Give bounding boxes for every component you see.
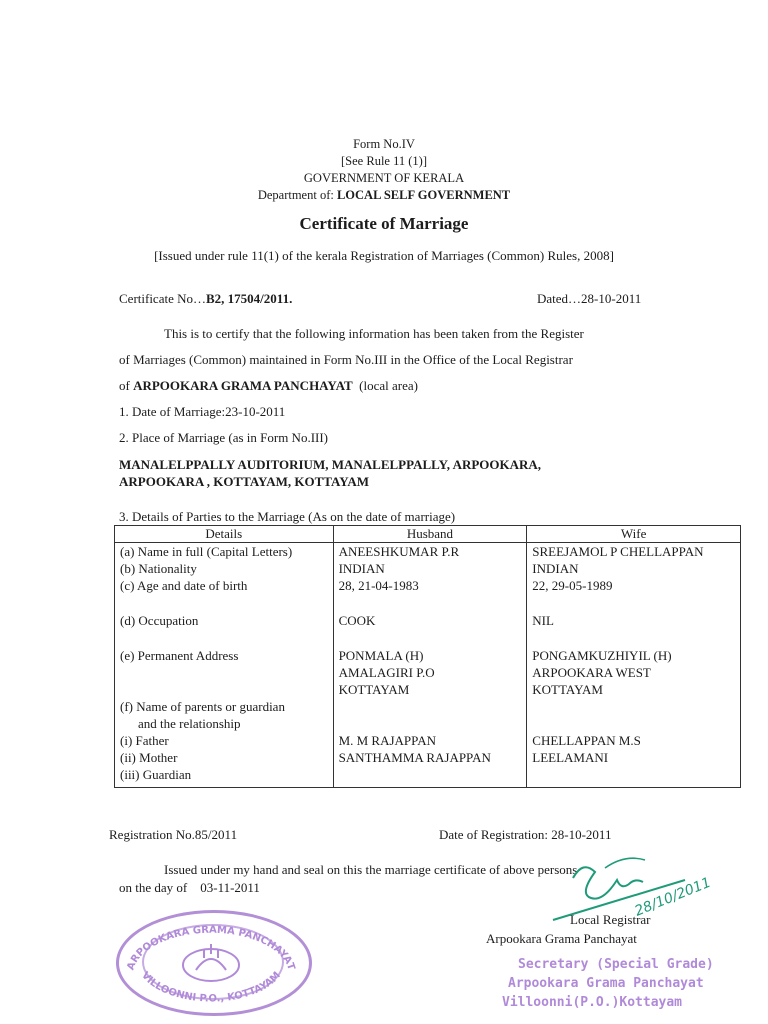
seal-emblem-icon [116,910,306,1010]
issued-under-rule: [Issued under rule 11(1) of the kerala Registration of Marriages (Common) Rules, 2008] [154,248,614,263]
parties-details-label: 3. Details of Parties to the Marriage (As on the date of marriage) [119,509,456,524]
certify-line-3-suffix: (local area) [359,378,418,393]
seal-top-text: ARPOOKARA GRAMA PANCHAYAT [125,924,297,972]
rule-reference: [See Rule 11 (1)] [341,154,427,168]
issue-day-value: 03-11-2011 [200,880,260,895]
table-row-father [115,732,741,749]
issued-under-hand-line: Issued under my hand and seal on this the marriage certificate of above persons [164,862,578,877]
registration-number: Registration No.85/2011 [109,827,238,842]
certificate-date-value: 28-10-2011 [581,291,642,306]
certify-line-2: of Marriages (Common) maintained in Form No.III in the Office of the Local Registrar [119,352,573,367]
government-name: GOVERNMENT OF KERALA [303,171,465,185]
label-guardian: (iii) Guardian [115,766,334,788]
registrar-signature [545,850,725,930]
table-row-nationality [115,560,741,577]
table-row-parents [115,698,741,732]
label-address: (e) Permanent Address [115,647,334,698]
certificate-number [119,291,292,307]
husband-address-line: PONMALA (H) [338,648,424,663]
header-husband: Husband [333,526,527,543]
table-row-guardian [115,766,741,788]
seal-bottom-text: VILLOONNI P.O., KOTTAYAM [139,970,283,1005]
husband-address-line: AMALAGIRI P.O [338,665,435,680]
department-value: LOCAL SELF GOVERNMENT [336,188,511,202]
label-parents-line-1: (f) Name of parents or guardian [120,699,285,714]
husband-address [333,647,527,698]
husband-age: 28, 21-04-1983 [333,577,527,612]
husband-father: M. M RAJAPPAN [333,732,527,749]
wife-occupation: NIL [527,612,741,647]
local-body-name: ARPOOKARA GRAMA PANCHAYAT [133,378,353,393]
label-age: (c) Age and date of birth [115,577,334,612]
label-occupation: (d) Occupation [115,612,334,647]
form-number: Form No.IV [353,137,415,151]
wife-name: SREEJAMOL P CHELLAPPAN [527,543,741,561]
wife-address-line: ARPOOKARA WEST [532,665,651,680]
place-of-marriage-line-2: ARPOOKARA , KOTTAYAM, KOTTAYAM [119,474,370,489]
place-of-marriage-label: 2. Place of Marriage (as in Form No.III) [119,430,329,445]
husband-mother: SANTHAMMA RAJAPPAN [333,749,527,766]
registrar-office: Arpookara Grama Panchayat [486,931,637,946]
label-parents-line-2: and the relationship [138,716,241,731]
table-row-address [115,647,741,698]
certificate-number-label: Certificate No… [119,291,206,306]
label-mother: (ii) Mother [115,749,334,766]
certificate-date-label: Dated… [537,291,582,306]
header-wife: Wife [527,526,741,543]
place-of-marriage-line-1: MANALELPPALLY AUDITORIUM, MANALELPPALLY, ARPOOKARA, [119,457,542,472]
certify-line-1: This is to certify that the following information has been taken from the Register [164,326,584,341]
husband-nationality: INDIAN [333,560,527,577]
husband-address-line: KOTTAYAM [338,682,410,697]
certify-line-3 [119,378,418,394]
table-row-occupation [115,612,741,647]
wife-address-line: KOTTAYAM [532,682,603,697]
wife-address [527,647,741,698]
certificate-date [537,291,641,307]
certify-line-3-prefix: of [119,378,130,393]
label-name: (a) Name in full (Capital Letters) [115,543,334,561]
table-row-mother [115,749,741,766]
issue-day-label: on the day of [119,880,188,895]
husband-name: ANEESHKUMAR P.R [333,543,527,561]
document-title: Certificate of Marriage [299,214,469,233]
wife-nationality: INDIAN [527,560,741,577]
department-label: Department of: [257,188,334,202]
wife-father: CHELLAPPAN M.S [527,732,741,749]
date-of-registration: Date of Registration: 28-10-2011 [439,827,612,842]
wife-age: 22, 29-05-1989 [527,577,741,612]
husband-occupation: COOK [333,612,527,647]
table-row-age [115,577,741,612]
registrar-title: Local Registrar [570,912,651,927]
table-row-name [115,543,741,561]
department-line [0,188,768,203]
label-nationality: (b) Nationality [115,560,334,577]
wife-mother: LEELAMANI [527,749,741,766]
date-of-marriage: 1. Date of Marriage:23-10-2011 [119,404,286,419]
header-details: Details [115,526,334,543]
svg-text:VILLOONNI P.O., KOTTAYAM [139,970,283,1004]
label-father: (i) Father [115,732,334,749]
signature-date: 28/10/2011 [632,874,714,920]
label-parents [115,698,334,732]
parties-table [114,525,741,788]
stamp-line-2: Arpookara Grama Panchayat [508,976,704,991]
certificate-number-value: B2, 17504/2011. [206,291,293,306]
stamp-line-1: Secretary (Special Grade) [518,957,714,972]
wife-address-line: PONGAMKUZHIYIL (H) [532,648,672,663]
stamp-line-3: Villoonni(P.O.)Kottayam [502,995,683,1010]
issue-day-line [119,880,260,896]
table-header-row [115,526,741,543]
